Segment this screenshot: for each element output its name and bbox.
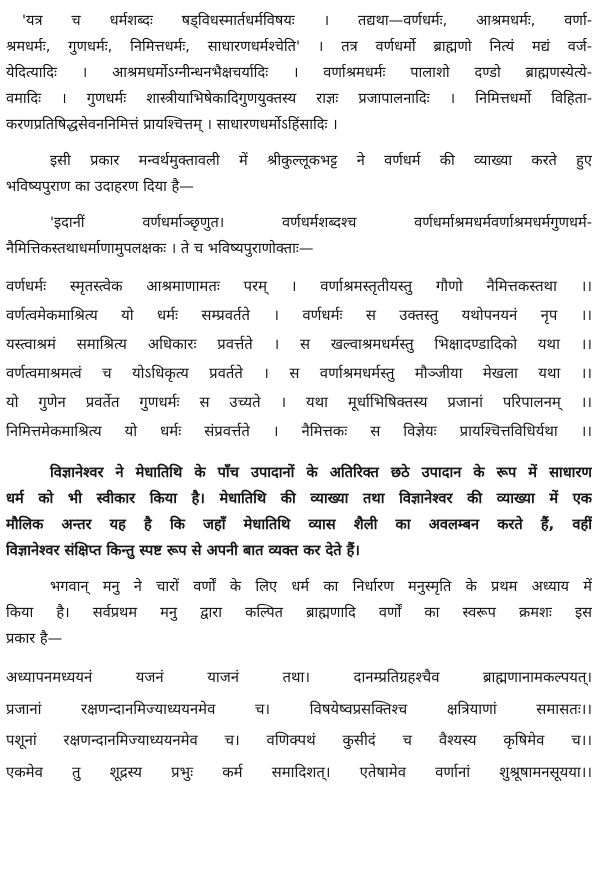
verse-line: वर्णत्वमाश्रमत्वं च योऽधिकृत्य प्रवर्तते । स वर्णाश्रमधर्मस्तु मौञ्जीया मेखला यथा ।। [6,364,592,382]
text-line: 'इदानीं वर्णधर्माञ्छृणुत। वर्णधर्मशब्दश्च वर्णधर्माश्रमधर्मवर्णाश्रमधर्मगुणधर्म- [50,214,592,231]
text-line: वमादिः । गुणधर्मः शास्त्रीयाभिषेकादिगुणयुक्तस्य राज्ञः प्रजापालनादिः । निमित्तधर्मो विहिता- [6,90,592,107]
text-line: किया है। सर्वप्रथम मनु द्वारा कल्पित ब्राह्मणादि वर्णों का स्वरूप क्रमशः इस [6,604,592,621]
text-line: करणप्रतिषिद्धसेवननिमित्तं प्रायश्चित्तम् । साधारणधर्मोऽहिंसादिः । [6,116,338,133]
sanskrit-quote-dharma-types [6,8,592,138]
text-line: भविष्यपुराण का उदाहरण दिया है— [6,178,194,195]
text-line: श्रमधर्मः, गुणधर्मः, निमित्तधर्मः, साधारणधर्मश्चेति' । तत्र वर्णधर्मो ब्राह्मणो नित्यं मद्यं वर्ज- [6,38,592,55]
verse-line: वर्णधर्मः स्मृतस्त्वेक आश्रमाणामतः परम् । वर्णाश्रमस्तृतीयस्तु गौणो नैमित्तकस्तथा ।। [6,277,592,295]
verse-line: यो गुणेन प्रवर्तेत गुणधर्मः स उच्यते । यथा मूर्धाभिषिक्तस्य प्रजानां परिपालनम् ।। [6,393,592,411]
text-line: विज्ञानेश्वर संक्षिप्त किन्तु स्पष्ट रूप से अपनी बात व्यक्त कर देते हैं। [6,542,360,559]
hindi-paragraph-kulluka [6,148,592,200]
text-line: मौलिक अन्तर यह है कि जहाँ मेधातिथि व्यास शैली का अवलम्बन करते हैं, वहीं [6,516,592,533]
text-line: नैमित्तिकस्तथाधर्माणामुपलक्षकः । ते च भविष्यपुराणोक्ताः— [6,240,314,257]
shloka-line: एकमेव तु शूद्रस्य प्रभुः कर्म समादिशत्। एतेषामेव वर्णानां शुश्रूषामनसूयया।। [6,762,592,781]
sanskrit-shloka-block [6,662,592,788]
text-line: धर्म को भी स्वीकार किया है। मेधातिथि की व्याख्या तथा विज्ञानेश्वर की व्याख्या में एक [6,490,592,507]
verse-line: निमित्तमेकमाश्रित्य यो धर्मः संप्रवर्त्तते । नैमित्तकः स विज्ञेयः प्रायश्चित्तविधिर्यथा ।। [6,422,592,440]
shloka-line: अध्यापनमध्ययनं यजनं याजनं तथा। दानम्प्रतिग्रहश्चैव ब्राह्मणानामकल्पयत्। [6,668,592,686]
hindi-paragraph-vijnaneshvara [6,460,592,564]
text-line: प्रकार है— [6,630,63,647]
verse-line: यस्त्वाश्रमं समाश्रित्य अधिकारः प्रवर्त्तते । स खल्वाश्रमधर्मस्तु भिक्षादण्डादिको यथा ।। [6,335,592,353]
shloka-line: पशूनां रक्षणन्दानमिज्याध्ययनमेव च। वणिक्पथं कुसीदं च वैश्यस्य कृषिमेव च।। [6,731,592,749]
sanskrit-quote-bhavishya [6,210,592,262]
verse-line: वर्णत्वमेकमाश्रित्य यो धर्मः सम्प्रवर्तते । वर्णधर्मः स उक्तस्तु यथोपनयनं नृप ।। [6,306,592,324]
text-line: 'यत्र च धर्मशब्दः षड्विधस्मार्तधर्मविषयः । तद्यथा—वर्णधर्मः, आश्रमधर्मः, वर्णा- [22,12,592,29]
hindi-paragraph-manu [6,574,592,652]
text-line: भगवान् मनु ने चारों वर्णों के लिए धर्म का निर्धारण मनुस्मृति के प्रथम अध्याय में [50,578,592,595]
shloka-line: प्रजानां रक्षणन्दानमिज्याध्ययनमेव च। विषयेष्वप्रसक्तिश्च क्षत्रियाणां समासतः।। [6,699,592,718]
text-line: येदित्यादिः । आश्रमधर्मोऽग्नीन्धनभैक्षचर्यादिः । वर्णाश्रमधर्मः पालाशो दण्डो ब्राह्मणस्येत्ये- [6,64,592,81]
text-line: विज्ञानेश्वर ने मेधातिथि के पाँच उपादानों के अतिरिक्त छठे उपादान के रूप में साधारण [50,464,592,481]
sanskrit-verse-block [6,272,592,446]
text-line: इसी प्रकार मन्वर्थमुक्तावली में श्रीकुल्लूकभट्ट ने वर्णधर्म की व्याख्या करते हुए [50,152,592,169]
